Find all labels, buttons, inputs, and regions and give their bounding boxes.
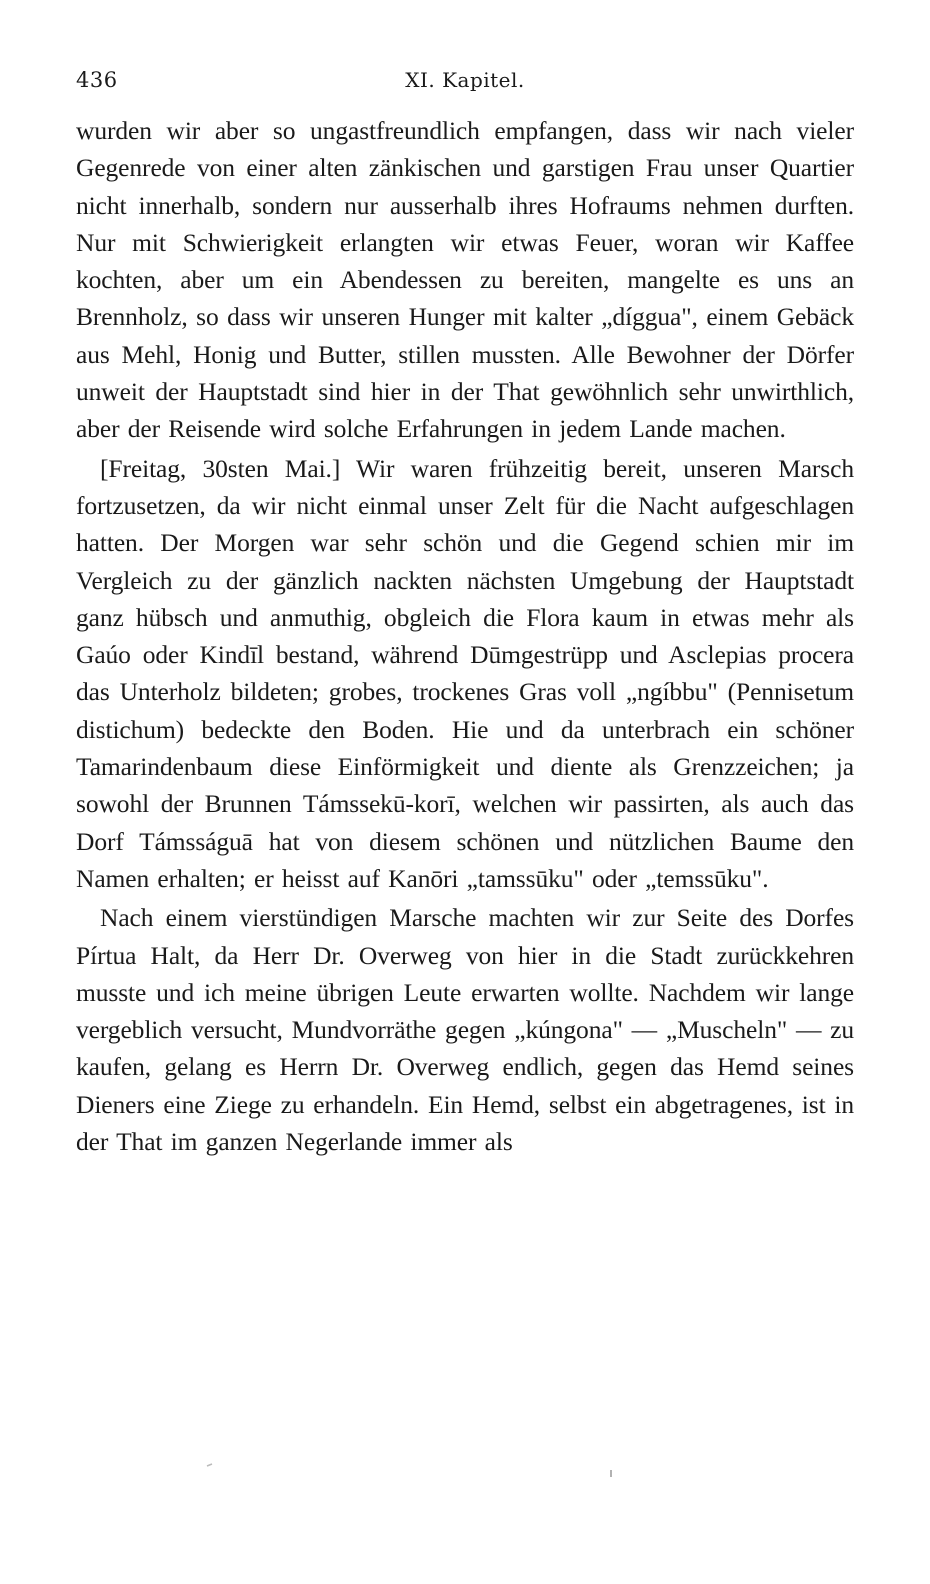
- paragraph-3: Nach einem vierstündigen Marsche machten wir zur Seite des Dorfes Pírtua Halt, da Herr Dr. Overweg von hier in die Stadt zurückkehren musste und ich meine übrigen Leute erwarten wollte. Nachdem wir lange vergeblich versucht, Mundvorräthe gegen „kúngona" — „Muscheln" — zu kaufen, gelang es Herrn Dr. Overweg endlich, gegen das Hemd seines Dieners eine Ziege zu erhandeln. Ein Hemd, selbst ein abgetragenes, ist in der That im ganzen Negerlande immer als: [76, 903, 854, 1157]
- paragraph-1: wurden wir aber so ungastfreundlich empfangen, dass wir nach vieler Gegenrede von einer alten zänkischen und garstigen Frau unser Quartier nicht innerhalb, sondern nur ausserhalb ihres Hofraums nehmen durften. Nur mit Schwierigkeit erlangten wir etwas Feuer, woran wir Kaffee kochten, aber um ein Abendessen zu bereiten, mangelte es uns an Brennholz, so dass wir unseren Hunger mit kalter „díggua", einem Gebäck aus Mehl, Honig und Butter, stillen mussten. Alle Bewohner der Dörfer unweit der Hauptstadt sind hier in der That gewöhnlich sehr unwirthlich, aber der Reisende wird solche Erfahrungen in jedem Lande machen.: [76, 116, 854, 444]
- page-number: 436: [76, 68, 118, 92]
- paragraph-2: [Freitag, 30sten Mai.] Wir waren frühzeitig bereit, unseren Marsch fortzusetzen, da wir nicht einmal unser Zelt für die Nacht aufgeschlagen hatten. Der Morgen war sehr schön und die Gegend schien mir im Vergleich zu der gänzlich nackten nächsten Umgebung der Hauptstadt ganz hübsch und anmuthig, obgleich die Flora kaum in etwas mehr als Gaúo oder Kindīl bestand, während Dūmgestrüpp und Asclepias procera das Unterholz bildeten; grobes, trockenes Gras voll „ngíbbu" (Pennisetum distichum) bedeckte den Boden. Hie und da unterbrach ein schöner Tamarindenbaum diese Einförmigkeit und diente als Grenzzeichen; ja sowohl der Brunnen Támssekū-korī, welchen wir passirten, als auch das Dorf Támsságuā hat von diesem schönen und nützlichen Baume den Namen erhalten; er heisst auf Kanōri „tamssūku" oder „temssūku".: [76, 453, 854, 893]
- body-text: [76, 112, 854, 1160]
- running-head: [76, 60, 854, 100]
- book-page: [76, 60, 854, 1160]
- chapter-title: XI. Kapitel.: [405, 68, 525, 92]
